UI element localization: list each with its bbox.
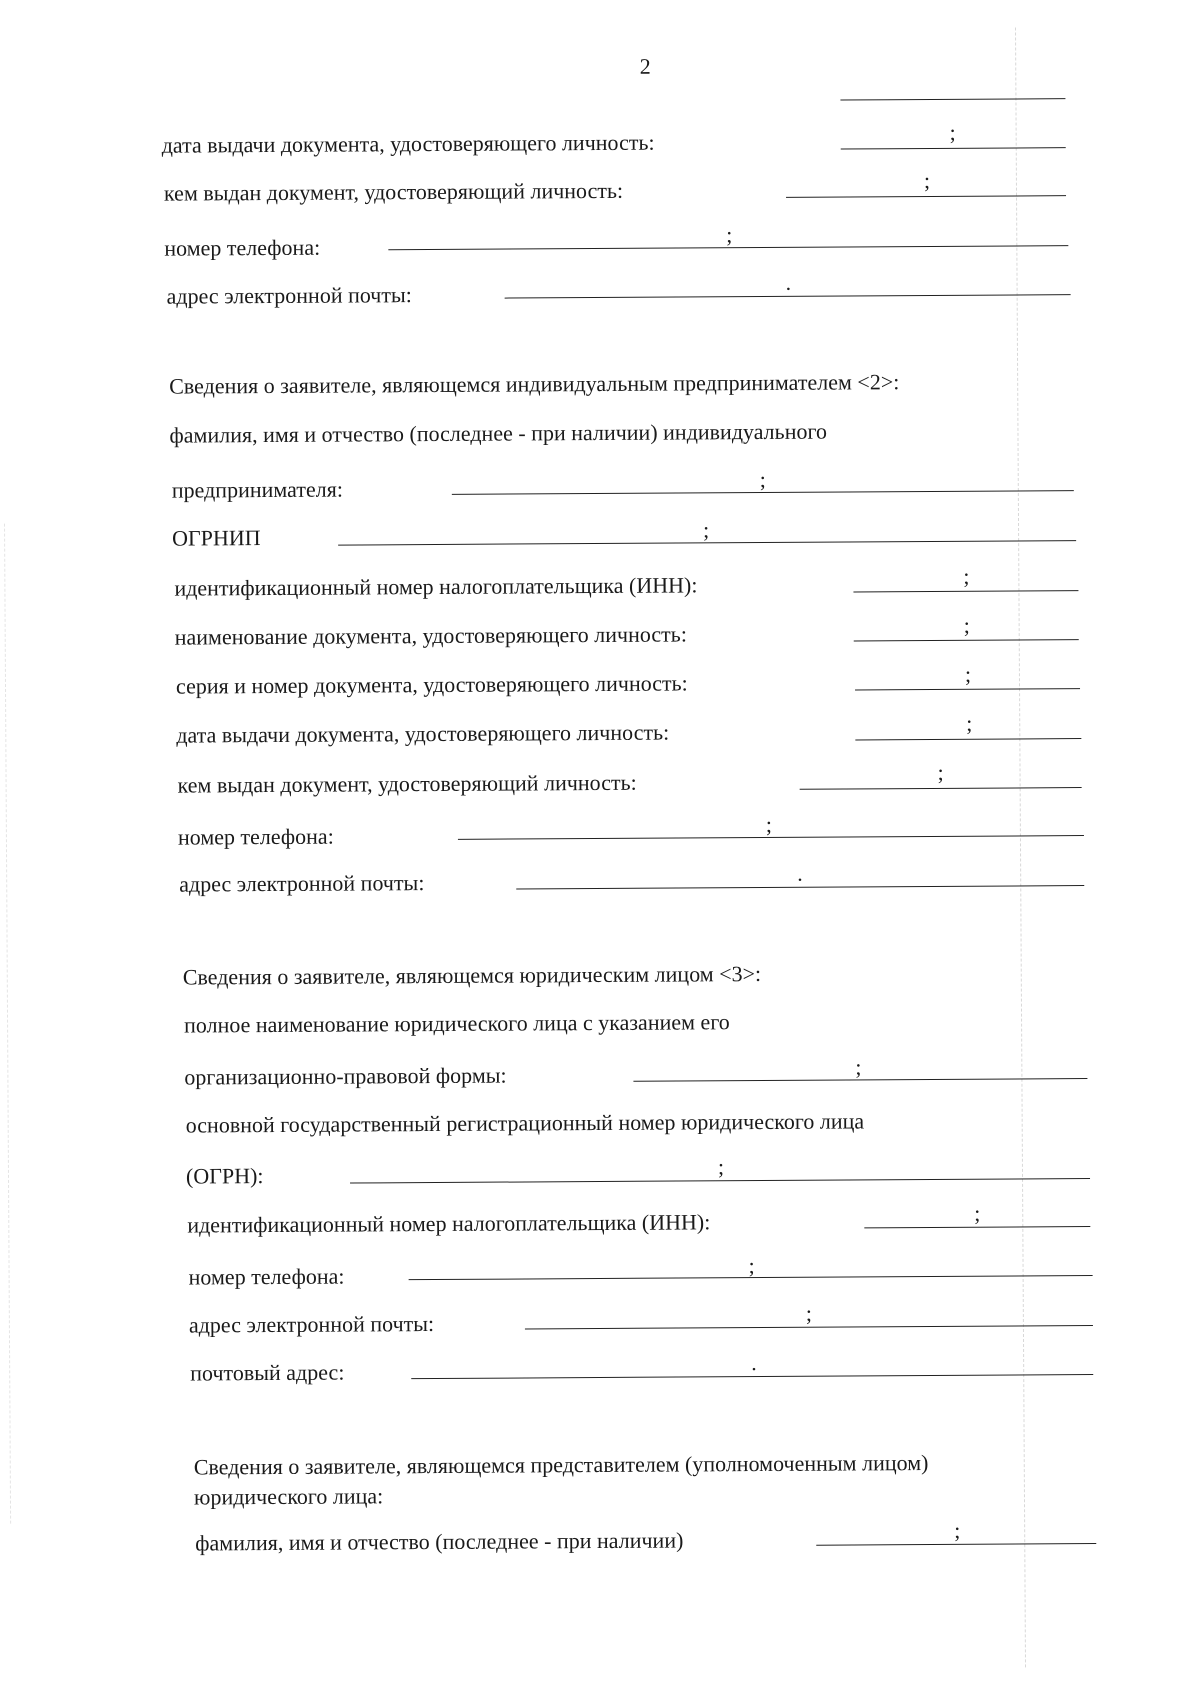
field-label: дата выдачи документа, удостоверяющего личность: bbox=[161, 129, 655, 158]
field-punct: . bbox=[797, 860, 803, 886]
field-label: дата выдачи документа, удостоверяющего личность: bbox=[176, 719, 670, 748]
field-label: кем выдан документ, удостоверяющий личность: bbox=[177, 769, 637, 798]
field-label: ОГРНИП bbox=[172, 525, 261, 551]
field-label: почтовый адрес: bbox=[190, 1359, 345, 1386]
ip-inn-blank[interactable] bbox=[853, 590, 1078, 592]
scan-edge-left bbox=[4, 524, 11, 1524]
field-label: (ОГРН): bbox=[185, 1163, 264, 1189]
field-label: идентификационный номер налогоплательщика (ИНН): bbox=[174, 572, 698, 601]
field-punct: ; bbox=[759, 466, 766, 493]
field-punct: ; bbox=[923, 167, 931, 194]
scan-edge-right bbox=[1015, 27, 1026, 1667]
field-punct: ; bbox=[702, 517, 710, 543]
ul-ogrn-line1: основной государственный регистрационный номер юридического лица bbox=[185, 1108, 865, 1138]
field-label: фамилия, имя и отчество (последнее - при наличии) bbox=[195, 1527, 684, 1556]
field-label: адрес электронной почты: bbox=[188, 1311, 435, 1338]
rep-section-heading-line2: юридического лица: bbox=[193, 1483, 384, 1510]
page-number: 2 bbox=[639, 53, 651, 79]
ul-section-heading: Сведения о заявителе, являющемся юридическим лицом <3>: bbox=[182, 961, 762, 990]
field-punct: ; bbox=[726, 222, 733, 248]
field-punct: . bbox=[751, 1350, 757, 1376]
field-label: серия и номер документа, удостоверяющего личность: bbox=[175, 670, 688, 699]
field-label: организационно-правовой формы: bbox=[184, 1062, 507, 1090]
field-label: номер телефона: bbox=[188, 1263, 345, 1290]
field-punct: ; bbox=[937, 759, 944, 785]
field-punct: ; bbox=[717, 1154, 725, 1180]
top-issue-date-blank[interactable] bbox=[841, 147, 1066, 149]
field-label: предпринимателя: bbox=[171, 476, 343, 503]
field-punct: ; bbox=[963, 563, 970, 589]
field-label: номер телефона: bbox=[164, 234, 321, 261]
rep-section-heading-line1: Сведения о заявителе, являющемся представителем (уполномоченным лицом) bbox=[193, 1450, 929, 1480]
ip-issued-by-blank[interactable] bbox=[800, 787, 1082, 790]
field-label: наименование документа, удостоверяющего личность: bbox=[174, 621, 687, 650]
field-punct: ; bbox=[974, 1200, 981, 1226]
top-issued-by-blank[interactable] bbox=[786, 195, 1066, 198]
ip-fio-line1: фамилия, имя и отчество (последнее - при наличии) индивидуального bbox=[169, 418, 827, 448]
field-punct: ; bbox=[855, 1054, 862, 1080]
ip-section-heading: Сведения о заявителе, являющемся индивидуальным предпринимателем <2>: bbox=[169, 369, 900, 399]
field-punct: ; bbox=[964, 661, 972, 687]
field-label: номер телефона: bbox=[177, 823, 334, 850]
top-continuation-blank[interactable] bbox=[840, 98, 1065, 100]
field-punct: ; bbox=[949, 119, 956, 145]
field-punct: ; bbox=[748, 1253, 755, 1279]
field-punct: . bbox=[785, 269, 792, 295]
field-label: адрес электронной почты: bbox=[179, 870, 425, 897]
field-punct: ; bbox=[963, 612, 970, 638]
field-punct: ; bbox=[765, 811, 773, 837]
field-punct: ; bbox=[954, 1517, 961, 1543]
field-label: идентификационный номер налогоплательщика (ИНН): bbox=[187, 1209, 711, 1238]
field-label: адрес электронной почты: bbox=[166, 282, 412, 309]
ip-doc-name-blank[interactable] bbox=[854, 639, 1079, 641]
field-punct: ; bbox=[966, 710, 973, 736]
ul-name-line1: полное наименование юридического лица с указанием его bbox=[183, 1009, 730, 1038]
ip-doc-date-blank[interactable] bbox=[855, 738, 1081, 740]
field-label: кем выдан документ, удостоверяющий личность: bbox=[163, 177, 624, 206]
ip-doc-series-blank[interactable] bbox=[855, 688, 1080, 690]
field-punct: ; bbox=[805, 1300, 813, 1326]
